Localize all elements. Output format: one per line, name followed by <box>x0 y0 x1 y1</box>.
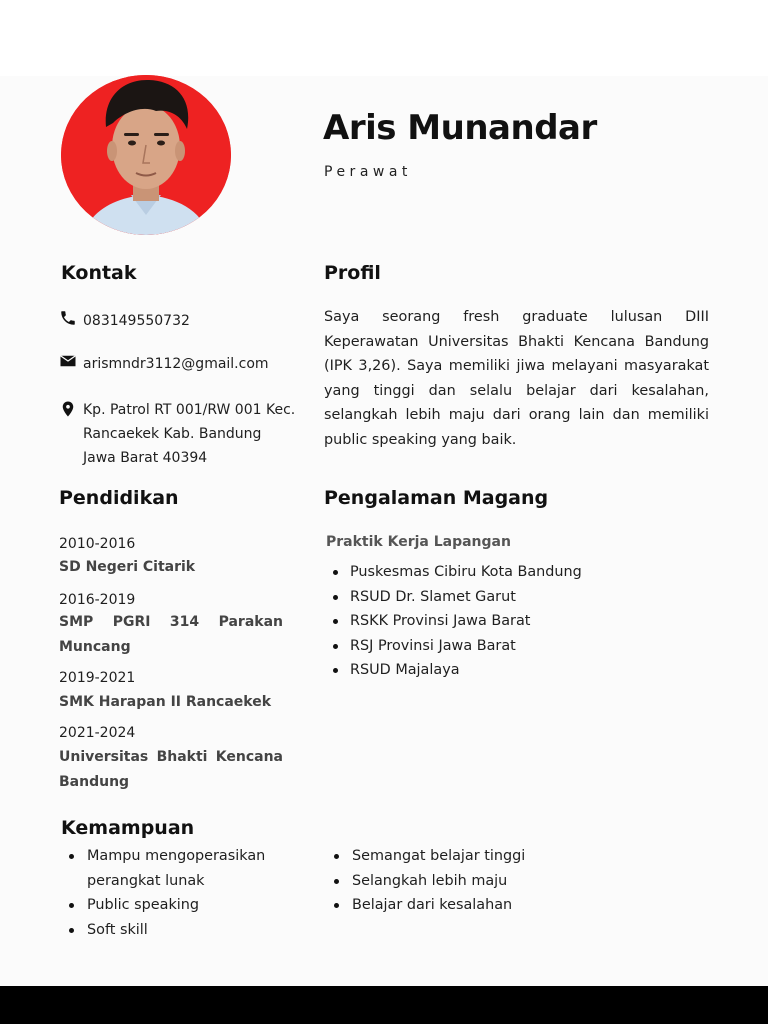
footer-bar <box>0 986 768 1024</box>
contact-email <box>59 352 269 376</box>
education-school: SD Negeri Citarik <box>59 559 196 575</box>
skills-list-right <box>324 844 584 918</box>
phone-number: 083149550732 <box>83 313 190 329</box>
job-title: Perawat <box>324 164 412 180</box>
internship-heading: Pengalaman Magang <box>324 487 549 509</box>
education-school: SMK Harapan II Rancaekek <box>59 694 272 710</box>
internship-list <box>326 560 582 683</box>
list-item: RSJ Provinsi Jawa Barat <box>326 634 582 659</box>
skills-list-left <box>59 844 299 942</box>
education-years: 2010-2016 <box>59 536 136 552</box>
internship-subtitle: Praktik Kerja Lapangan <box>326 534 511 550</box>
location-pin-icon <box>59 400 77 418</box>
profile-summary: Saya seorang fresh graduate lulusan DIII Keperawatan Universitas Bhakti Kencana Bandung (IPK 3,26). Saya memiliki jiwa melayani masyarakat yang tinggi dan selalu belajar dari kesalahan, selangkah lebih maju dari orang lain dan memiliki public speaking yang baik. <box>324 309 709 448</box>
email-address: arismndr3112@gmail.com <box>83 356 269 372</box>
education-years: 2016-2019 <box>59 592 136 608</box>
address-block <box>83 398 295 470</box>
skills-heading: Kemampuan <box>61 817 195 839</box>
list-item: Semangat belajar tinggi <box>324 844 584 869</box>
profile-photo <box>61 75 231 235</box>
list-item: Public speaking <box>59 893 299 918</box>
list-item: Puskesmas Cibiru Kota Bandung <box>326 560 582 585</box>
list-item: RSUD Majalaya <box>326 658 582 683</box>
person-name: Aris Munandar <box>323 108 597 148</box>
education-heading: Pendidikan <box>59 487 179 509</box>
education-years: 2019-2021 <box>59 670 136 686</box>
contact-address <box>59 398 295 470</box>
address-line: Kp. Patrol RT 001/RW 001 Kec. <box>83 402 296 418</box>
list-item: RSKK Provinsi Jawa Barat <box>326 609 582 634</box>
address-line: Rancaekek Kab. Bandung <box>83 426 262 442</box>
education-school: Universitas Bhakti Kencana Bandung <box>59 749 283 790</box>
education-school: SMP PGRI 314 Parakan Muncang <box>59 614 283 655</box>
profile-heading: Profil <box>324 262 381 284</box>
education-years: 2021-2024 <box>59 725 136 741</box>
list-item: Soft skill <box>59 918 299 943</box>
envelope-icon <box>59 352 77 370</box>
phone-icon <box>59 309 77 327</box>
list-item: Selangkah lebih maju <box>324 869 584 894</box>
list-item: Belajar dari kesalahan <box>324 893 584 918</box>
contact-phone <box>59 309 190 333</box>
contact-heading: Kontak <box>61 262 137 284</box>
list-item: RSUD Dr. Slamet Garut <box>326 585 582 610</box>
address-line: Jawa Barat 40394 <box>83 450 208 466</box>
list-item: Mampu mengoperasikan perangkat lunak <box>59 844 299 893</box>
